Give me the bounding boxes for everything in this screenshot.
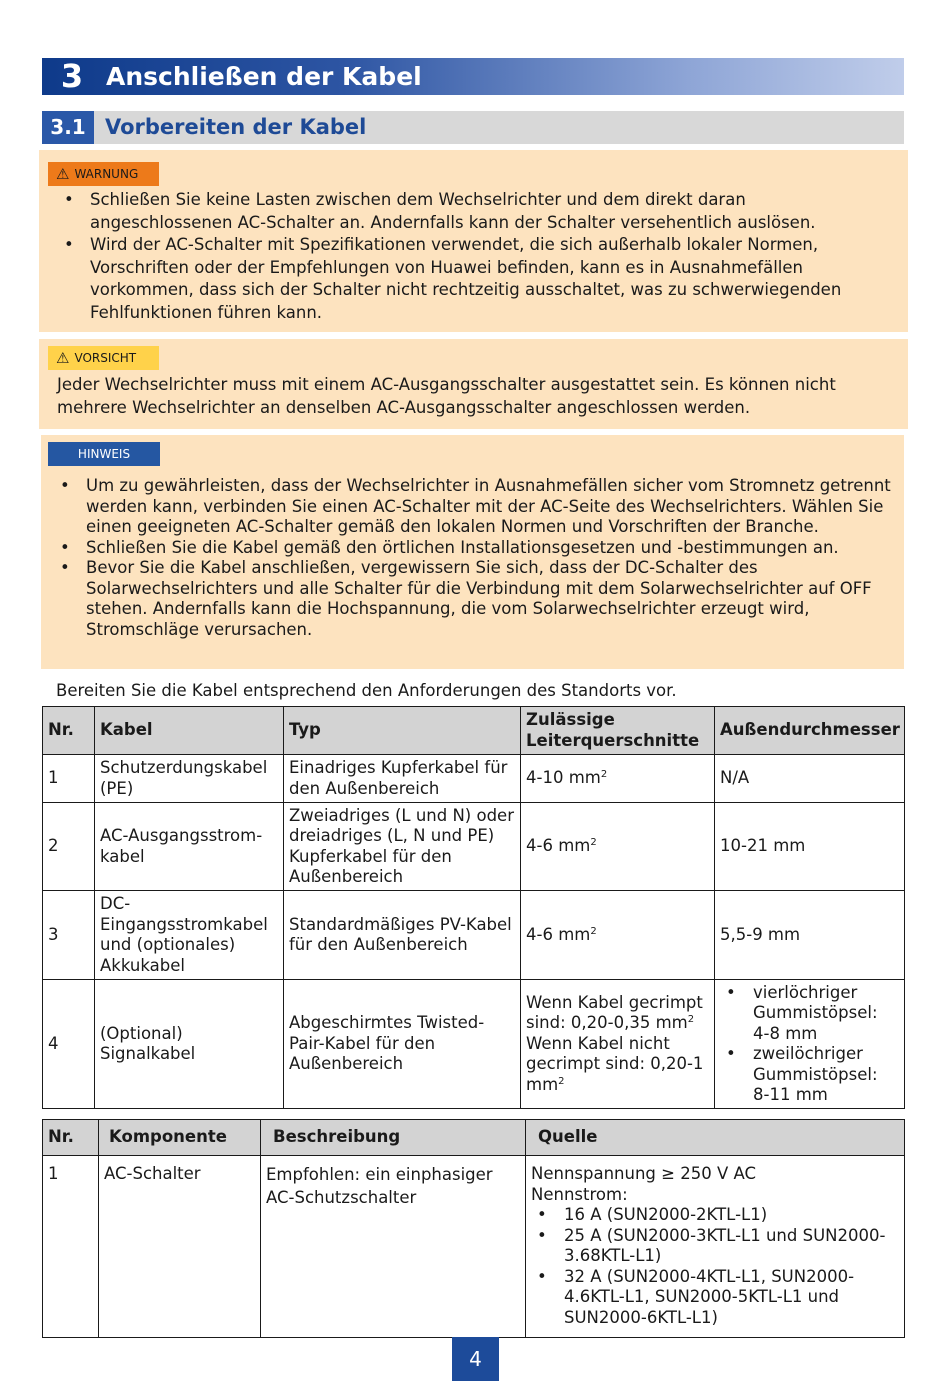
column-header: Komponente [99,1120,261,1156]
caution-text: Jeder Wechselrichter muss mit einem AC-Ausgangsschalter ausgestattet sein. Es können nicht mehrere Wechselrichter an denselben AC-Ausgangsschalter angeschlossen werden. [57,375,836,417]
column-header: Kabel [95,707,284,755]
table-row [43,891,905,980]
cell-section [521,755,715,803]
section-sup: 2 [590,837,597,849]
cell-diameter [715,980,905,1109]
intro-text: Bereiten Sie die Kabel entsprechend den Anforderungen des Standorts vor. [56,681,677,700]
section-title: Vorbereiten der Kabel [105,115,367,139]
notice-item: • Schließen Sie die Kabel gemäß den örtlichen Installationsgesetzen und -bestimmungen an. [53,538,898,559]
table-header-row [43,1120,905,1156]
column-header: Nr. [43,1120,99,1156]
cell-nr: 2 [43,803,95,891]
notice-item: • Um zu gewährleisten, dass der Wechselrichter in Ausnahmefällen sicher vom Stromnetz getrennt werden kann, verbinden Sie einen AC-Schalter mit der AC-Seite des Wechselrichters. Wählen Sie einen geeigneten AC-Schalter gemäß den lokalen Normen und Vorschriften der Branche. [53,476,898,538]
warning-triangle-icon: ⚠ [56,349,70,367]
cell-nr: 1 [43,755,95,803]
section-sup: 2 [600,769,608,781]
cell-type: Standardmäßiges PV-Kabel für den Außenbereich [284,891,521,980]
cell-description: Empfohlen: ein einphasiger AC-Schutzschalter [261,1156,526,1338]
diameter-item: • zweilöchriger Gummistöpsel: 8-11 mm [720,1044,899,1106]
section-value: 4-10 mm [526,768,601,788]
column-header: Außendurchmesser [715,707,905,755]
cell-nr: 1 [43,1156,99,1338]
warning-item: • Schließen Sie keine Lasten zwischen dem Wechselrichter und dem direkt daran angeschlossenen AC-Schalter an. Andernfalls kann der Schalter versehentlich auslösen. [57,189,887,234]
source-item: • 25 A (SUN2000-3KTL-L1 und SUN2000-3.68KTL-L1) [531,1226,899,1267]
cell-type: Zweiadriges (L und N) oder dreiadriges (L, N und PE) Kupferkabel für den Außenbereich [284,803,521,891]
cell-component: AC-Schalter [99,1156,261,1338]
cable-table [42,706,905,1109]
cell-diameter: N/A [715,755,905,803]
column-header: Nr. [43,707,95,755]
table-row [43,1156,905,1338]
cell-nr: 3 [43,891,95,980]
notice-list [53,476,898,640]
source-item: • 16 A (SUN2000-2KTL-L1) [531,1205,899,1226]
diameter-item: • vierlöchriger Gummistöpsel: 4-8 mm [720,983,899,1045]
cell-section [521,891,715,980]
chapter-heading [42,58,904,95]
warning-item: • Wird der AC-Schalter mit Spezifikationen verwendet, die sich außerhalb lokaler Normen, Vorschriften oder der Empfehlungen von Huawei befinden, kann es in Ausnahmefällen vorkommen, dass sich der Schalter nicht rechtzeitig ausschaltet, was zu schwerwiegenden Fehlfunktionen führen kann. [57,234,887,324]
source-line: Nennstrom: [531,1184,628,1204]
caution-tag [48,346,159,370]
caution-box [39,339,908,429]
warning-box [39,150,908,332]
cell-diameter: 5,5-9 mm [715,891,905,980]
section-number: 3.1 [42,111,94,144]
source-line: Nennspannung ≥ 250 V AC [531,1164,756,1183]
cell-section [521,980,715,1109]
warning-tag [48,162,159,186]
chapter-number: 3 [60,57,84,95]
cell-diameter: 10-21 mm [715,803,905,891]
column-header: Typ [284,707,521,755]
page-number: 4 [452,1337,499,1381]
source-item: • 32 A (SUN2000-4KTL-L1, SUN2000-4.6KTL-L1, SUN2000-5KTL-L1 und SUN2000-6KTL-L1) [531,1267,899,1329]
section-value: 4-6 mm [526,836,591,856]
cell-source [526,1156,905,1338]
table-header-row [43,707,905,755]
section-not-crimped: Wenn Kabel nicht gecrimpt sind: 0,20-1 $mm^2$ [526,1033,704,1094]
section-value: 4-6 mm [526,924,591,944]
source-list [531,1205,899,1328]
section-sup: 2 [590,925,597,937]
section-crimped: Wenn Kabel gecrimpt sind: 0,20-0,35 $mm^2$ [526,992,703,1033]
warning-triangle-icon: ⚠ [56,165,70,183]
cell-type: Abgeschirmtes Twisted-Pair-Kabel für den Außenbereich [284,980,521,1109]
caution-label: VORSICHT [74,351,137,365]
table-row [43,980,905,1109]
notice-box [41,435,904,669]
component-table [42,1119,905,1338]
cell-cable: (Optional) Signalkabel [95,980,284,1109]
table-row [43,755,905,803]
column-header: Beschreibung [261,1120,526,1156]
notice-item: • Bevor Sie die Kabel anschließen, vergewissern Sie sich, dass der DC-Schalter des Solarwechselrichters und alle Schalter für die Verbindung mit dem Solarwechselrichter auf OFF stehen. Andernfalls kann die Hochspannung, die vom Solarwechselrichter erzeugt wird, Stromschläge verursachen. [53,558,898,640]
diameter-list [720,983,899,1106]
cell-type: Einadriges Kupferkabel für den Außenbereich [284,755,521,803]
column-header: Quelle [526,1120,905,1156]
column-header: Zulässige Leiterquerschnitte [521,707,715,755]
chapter-title: Anschließen der Kabel [106,62,422,91]
cell-cable: AC-Ausgangsstrom-kabel [95,803,284,891]
cell-cable: Schutzerdungskabel (PE) [95,755,284,803]
cell-cable: DC-Eingangsstromkabel und (optionales) Akkukabel [95,891,284,980]
section-heading [42,111,904,144]
cell-nr: 4 [43,980,95,1109]
cell-section [521,803,715,891]
warning-list [57,189,887,324]
warning-label: WARNUNG [74,167,139,181]
notice-tag: HINWEIS [48,442,160,466]
table-row [43,803,905,891]
